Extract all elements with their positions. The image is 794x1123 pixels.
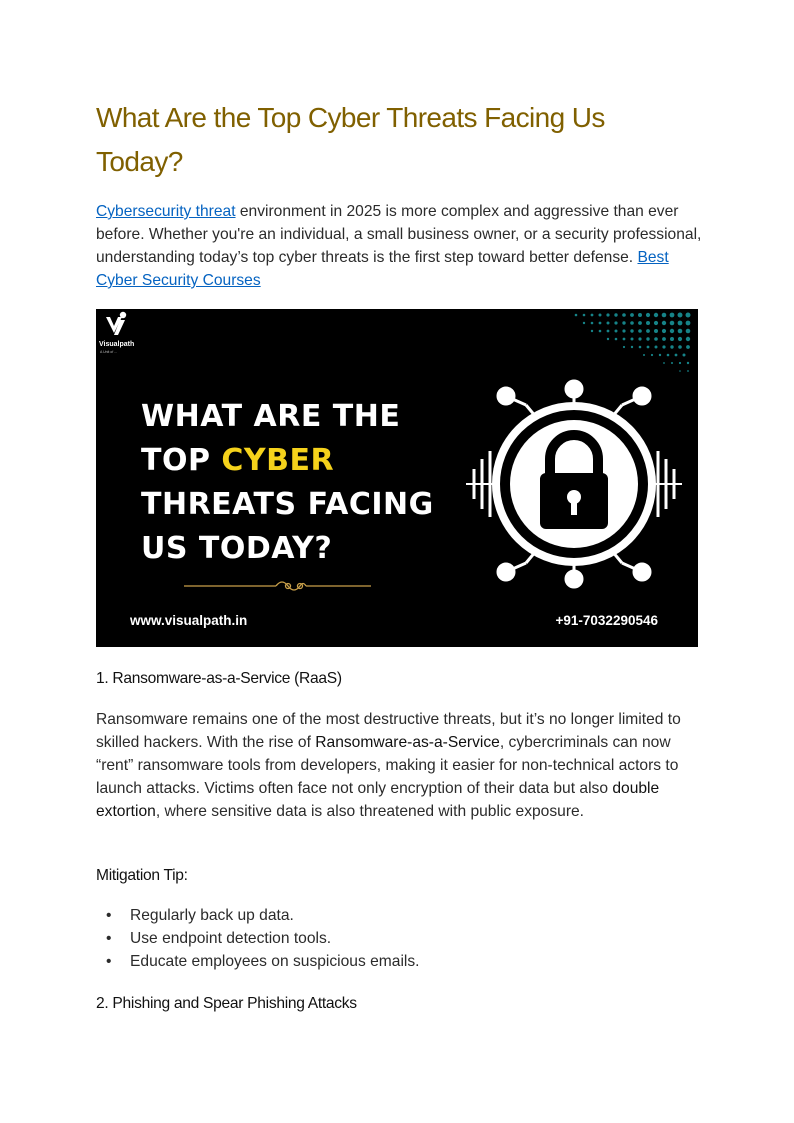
banner-line-4: US TODAY?	[141, 531, 333, 566]
section-1-heading: 1. Ransomware-as-a-Service (RaaS)	[96, 670, 342, 687]
intro-paragraph	[96, 200, 702, 292]
padlock-icon	[496, 406, 652, 562]
section-1-text-2: , cybercriminals can now “rent” ransomware tools from developers, making it easier for non-technical actors to launch attacks. Victims often face not only encryption of their data but also	[96, 734, 679, 797]
best-courses-link[interactable]: Best Cyber Security Courses	[96, 249, 669, 289]
banner-phone: +91-7032290546	[555, 613, 658, 628]
mitigation-heading: Mitigation Tip:	[96, 867, 188, 884]
brand-name: Visualpath	[99, 341, 135, 348]
section-1-paragraph	[96, 708, 702, 823]
section-1-text-1: Ransomware remains one of the most destructive threats, but it’s no longer limited to skilled hackers. With the rise of	[96, 711, 681, 751]
dot-pattern	[575, 313, 691, 372]
term-raas: Ransomware-as-a-Service	[315, 734, 500, 751]
banner-line-2a: TOP	[141, 443, 222, 478]
term-double-extortion: double extortion	[96, 780, 660, 820]
ornament-divider-icon	[184, 582, 371, 590]
banner-line-2b: CYBER	[221, 443, 335, 478]
list-item: • Use endpoint detection tools.	[96, 927, 696, 950]
logo-icon	[106, 312, 126, 335]
brand-subtitle: A Unit of ...	[100, 350, 118, 354]
section-2-heading: 2. Phishing and Spear Phishing Attacks	[96, 995, 357, 1012]
banner-url: www.visualpath.in	[130, 613, 248, 628]
banner-headline	[141, 395, 434, 571]
banner-line-1: WHAT ARE THE	[141, 399, 401, 434]
page-title: What Are the Top Cyber Threats Facing Us Today?	[96, 102, 605, 177]
section-1-text-3: , where sensitive data is also threatened with public exposure.	[155, 803, 585, 820]
list-item: • Educate employees on suspicious emails.	[96, 950, 696, 973]
banner-line-3: THREATS FACING	[141, 487, 434, 522]
mitigation-list	[96, 904, 696, 973]
banner-image	[96, 309, 698, 647]
list-item: • Regularly back up data.	[96, 904, 696, 927]
cybersecurity-threat-link[interactable]: Cybersecurity threat	[96, 203, 236, 220]
intro-text: environment in 2025 is more complex and aggressive than ever before. Whether you're an individual, a small business owner, or a security professional, understanding today’s top cyber threats is the first step toward better defense.	[96, 203, 702, 266]
